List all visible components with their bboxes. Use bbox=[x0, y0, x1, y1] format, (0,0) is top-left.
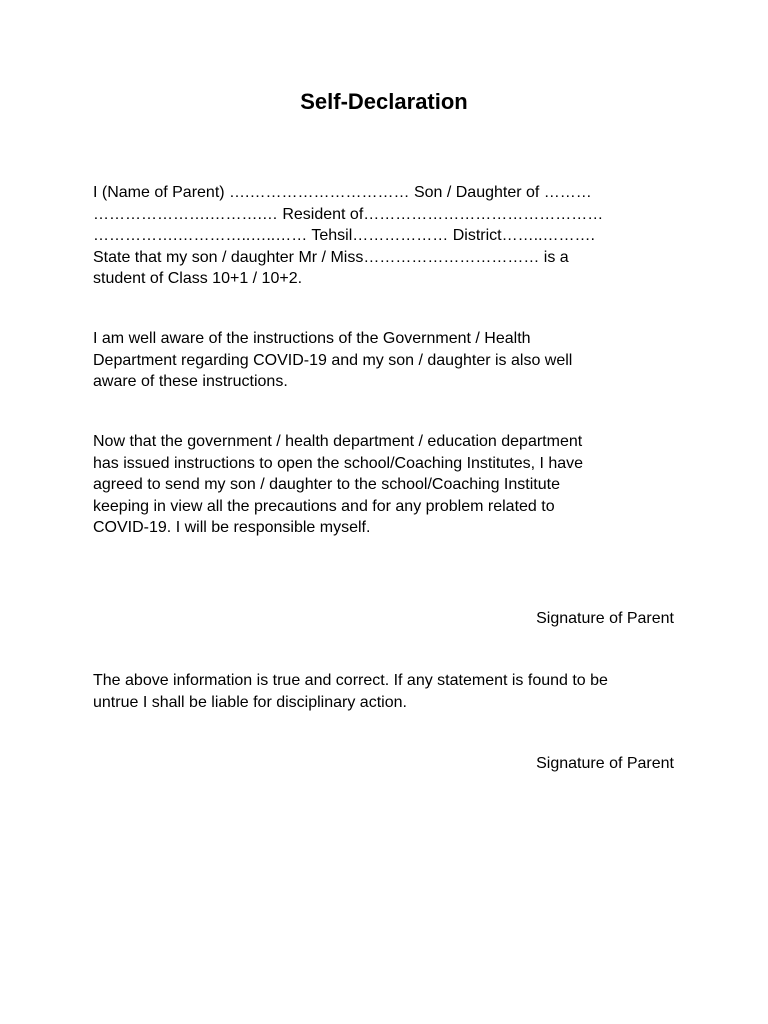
paragraph-line: COVID-19. I will be responsible myself. bbox=[93, 519, 371, 536]
declaration-paragraph-truth bbox=[93, 670, 685, 713]
declaration-paragraph-details bbox=[93, 182, 685, 290]
signature-label-2: Signature of Parent bbox=[536, 755, 674, 772]
paragraph-line: I am well aware of the instructions of the Government / Health bbox=[93, 330, 531, 347]
paragraph-line: has issued instructions to open the school/Coaching Institutes, I have bbox=[93, 454, 584, 472]
paragraph-line: keeping in view all the precautions and for any problem related to bbox=[93, 497, 555, 515]
paragraph-line: ………………….……….… Resident of……………………………………… bbox=[93, 205, 604, 223]
declaration-paragraph-consent bbox=[93, 431, 685, 539]
paragraph-line: The above information is true and correct. If any statement is found to be bbox=[93, 672, 608, 689]
paragraph-line: State that my son / daughter Mr / Miss…………………………… is a bbox=[93, 248, 569, 266]
paragraph-line: …………….…………..…..…… Tehsil……………… District……..………. bbox=[93, 227, 595, 244]
paragraph-line: I (Name of Parent) ….………………………… Son / Daughter of ……… bbox=[93, 184, 592, 201]
paragraph-line: agreed to send my son / daughter to the school/Coaching Institute bbox=[93, 476, 560, 493]
document-title: Self-Declaration bbox=[300, 89, 468, 114]
paragraph-line: Department regarding COVID-19 and my son / daughter is also well bbox=[93, 351, 573, 369]
declaration-paragraph-awareness bbox=[93, 328, 685, 393]
paragraph-line: Now that the government / health department / education department bbox=[93, 433, 583, 450]
paragraph-line: untrue I shall be liable for disciplinary action. bbox=[93, 693, 407, 711]
paragraph-line: student of Class 10+1 / 10+2. bbox=[93, 270, 303, 287]
paragraph-line: aware of these instructions. bbox=[93, 373, 288, 390]
signature-label-1: Signature of Parent bbox=[536, 610, 674, 627]
